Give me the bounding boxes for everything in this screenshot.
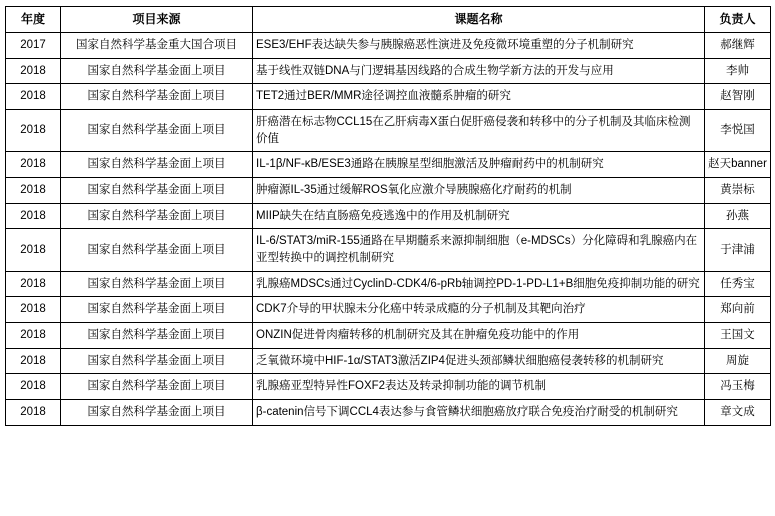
cell-title: 肿瘤源IL-35通过缓解ROS氧化应激介导胰腺癌化疗耐药的机制 xyxy=(253,178,705,204)
cell-leader: 李帅 xyxy=(705,58,771,84)
cell-source: 国家自然科学基金面上项目 xyxy=(61,152,253,178)
table-row xyxy=(6,297,771,323)
table-row xyxy=(6,229,771,271)
cell-leader: 于津浦 xyxy=(705,229,771,271)
table-row xyxy=(6,33,771,59)
cell-year: 2018 xyxy=(6,203,61,229)
cell-leader: 冯玉梅 xyxy=(705,374,771,400)
cell-source: 国家自然科学基金面上项目 xyxy=(61,374,253,400)
cell-title: IL-6/STAT3/miR-155通路在早期髓系来源抑制细胞（e-MDSCs）分化障碍和乳腺癌内在亚型转换中的调控机制研究 xyxy=(253,229,705,271)
table-body xyxy=(6,33,771,426)
table-row xyxy=(6,84,771,110)
cell-leader: 任秀宝 xyxy=(705,271,771,297)
cell-year: 2018 xyxy=(6,58,61,84)
cell-year: 2018 xyxy=(6,178,61,204)
cell-year: 2018 xyxy=(6,323,61,349)
cell-title: 乏氧微环境中HIF-1α/STAT3激活ZIP4促进头颈部鳞状细胞癌侵袭转移的机制研究 xyxy=(253,348,705,374)
cell-title: 乳腺癌MDSCs通过CyclinD-CDK4/6-pRb轴调控PD-1-PD-L1+B细胞免疫抑制功能的研究 xyxy=(253,271,705,297)
cell-source: 国家自然科学基金面上项目 xyxy=(61,229,253,271)
table-row xyxy=(6,323,771,349)
cell-source: 国家自然科学基金面上项目 xyxy=(61,110,253,152)
table-header xyxy=(6,7,771,33)
cell-title: 基于线性双链DNA与门逻辑基因线路的合成生物学新方法的开发与应用 xyxy=(253,58,705,84)
cell-source: 国家自然科学基金面上项目 xyxy=(61,400,253,426)
cell-title: ESE3/EHF表达缺失参与胰腺癌恶性演进及免疫微环境重塑的分子机制研究 xyxy=(253,33,705,59)
cell-title: β-catenin信号下调CCL4表达参与食管鳞状细胞癌放疗联合免疫治疗耐受的机制研究 xyxy=(253,400,705,426)
cell-year: 2018 xyxy=(6,84,61,110)
cell-year: 2017 xyxy=(6,33,61,59)
cell-leader: 李悦国 xyxy=(705,110,771,152)
table-row xyxy=(6,203,771,229)
cell-source: 国家自然科学基金重大国合项目 xyxy=(61,33,253,59)
cell-year: 2018 xyxy=(6,271,61,297)
cell-leader: 赵天banner xyxy=(705,152,771,178)
cell-year: 2018 xyxy=(6,400,61,426)
cell-year: 2018 xyxy=(6,348,61,374)
table-row xyxy=(6,374,771,400)
cell-leader: 赵智刚 xyxy=(705,84,771,110)
cell-year: 2018 xyxy=(6,374,61,400)
cell-title: IL-1β/NF-κB/ESE3通路在胰腺星型细胞激活及肿瘤耐药中的机制研究 xyxy=(253,152,705,178)
column-header-title: 课题名称 xyxy=(253,7,705,33)
cell-year: 2018 xyxy=(6,152,61,178)
cell-title: 乳腺癌亚型特异性FOXF2表达及转录抑制功能的调节机制 xyxy=(253,374,705,400)
cell-year: 2018 xyxy=(6,229,61,271)
column-header-leader: 负责人 xyxy=(705,7,771,33)
cell-source: 国家自然科学基金面上项目 xyxy=(61,297,253,323)
cell-source: 国家自然科学基金面上项目 xyxy=(61,323,253,349)
cell-leader: 郑向前 xyxy=(705,297,771,323)
table-row xyxy=(6,178,771,204)
table-row xyxy=(6,348,771,374)
cell-source: 国家自然科学基金面上项目 xyxy=(61,348,253,374)
grant-projects-table xyxy=(5,6,771,426)
cell-leader: 周旋 xyxy=(705,348,771,374)
cell-source: 国家自然科学基金面上项目 xyxy=(61,203,253,229)
cell-title: TET2通过BER/MMR途径调控血液髓系肿瘤的研究 xyxy=(253,84,705,110)
cell-title: MIIP缺失在结直肠癌免疫逃逸中的作用及机制研究 xyxy=(253,203,705,229)
cell-source: 国家自然科学基金面上项目 xyxy=(61,178,253,204)
cell-year: 2018 xyxy=(6,297,61,323)
cell-title: CDK7介导的甲状腺未分化癌中转录成瘾的分子机制及其靶向治疗 xyxy=(253,297,705,323)
cell-title: 肝癌潜在标志物CCL15在乙肝病毒X蛋白促肝癌侵袭和转移中的分子机制及其临床检测价值 xyxy=(253,110,705,152)
cell-leader: 黄崇标 xyxy=(705,178,771,204)
cell-source: 国家自然科学基金面上项目 xyxy=(61,271,253,297)
table-row xyxy=(6,152,771,178)
cell-leader: 孙燕 xyxy=(705,203,771,229)
cell-source: 国家自然科学基金面上项目 xyxy=(61,58,253,84)
table-row xyxy=(6,58,771,84)
cell-leader: 王国文 xyxy=(705,323,771,349)
cell-source: 国家自然科学基金面上项目 xyxy=(61,84,253,110)
table-row xyxy=(6,400,771,426)
column-header-year: 年度 xyxy=(6,7,61,33)
cell-year: 2018 xyxy=(6,110,61,152)
cell-title: ONZIN促进骨肉瘤转移的机制研究及其在肿瘤免疫功能中的作用 xyxy=(253,323,705,349)
table-header-row xyxy=(6,7,771,33)
table-row xyxy=(6,271,771,297)
cell-leader: 章文成 xyxy=(705,400,771,426)
cell-leader: 郝继辉 xyxy=(705,33,771,59)
column-header-source: 项目来源 xyxy=(61,7,253,33)
table-row xyxy=(6,110,771,152)
